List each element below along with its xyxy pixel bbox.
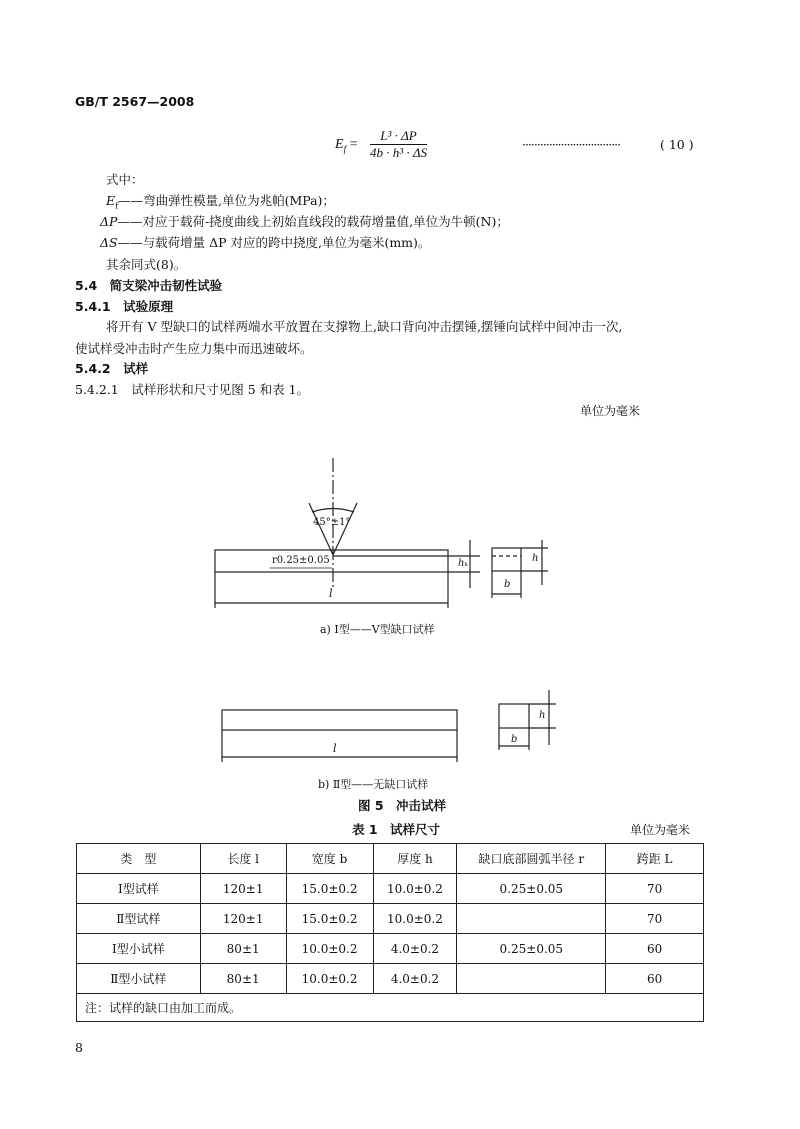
cell: 10.0±0.2 (373, 904, 457, 934)
cell: Ⅰ型试样 (77, 874, 201, 904)
paragraph-line-1: 将开有 V 型缺口的试样两端水平放置在支撑物上,缺口背向冲击摆锤,摆锤向试样中间冲击一次, (106, 319, 623, 334)
table-title: 表 1 试样尺寸 (352, 822, 441, 837)
cell: 10.0±0.2 (373, 874, 457, 904)
cell: 15.0±0.2 (286, 874, 373, 904)
cell: 60 (606, 934, 704, 964)
specimen-bar (215, 550, 448, 572)
cell (457, 964, 606, 994)
page-number: 8 (75, 1040, 83, 1055)
figure-title: 图 5 冲击试样 (358, 798, 447, 813)
table-row (77, 904, 704, 934)
cross-section-a (492, 548, 521, 571)
formula-dots: ································· (522, 137, 621, 152)
table-row (77, 934, 704, 964)
header-cell: 跨距 L (606, 844, 704, 874)
table-header-row (77, 844, 704, 874)
cell (457, 904, 606, 934)
cell: 10.0±0.2 (286, 964, 373, 994)
formula-denominator: 4b · h³ · ΔS (370, 145, 428, 160)
section-5-4-1: 5.4.1 试验原理 (75, 299, 174, 314)
table-note: 注：试样的缺口由加工而成。 (77, 994, 704, 1022)
def-text: ——与载荷增量 ΔP 对应的跨中挠度,单位为毫米(mm)。 (117, 235, 431, 250)
angle-label: 45°±1° (313, 517, 351, 528)
table-note-row (77, 994, 704, 1022)
unit-note: 单位为毫米 (580, 404, 641, 418)
figure-a-caption: a) Ⅰ型——V型缺口试样 (320, 623, 435, 636)
cell: 60 (606, 964, 704, 994)
figure-a-specimen (215, 458, 548, 608)
radius-label: r0.25±0.05 (272, 555, 330, 566)
def-text: ——弯曲弹性模量,单位为兆帕(MPa)； (118, 193, 335, 208)
def-text: ——对应于载荷-挠度曲线上初始直线段的载荷增量值,单位为牛顿(N)； (117, 214, 509, 229)
cell: 80±1 (200, 964, 286, 994)
h-label-b: h (539, 710, 546, 721)
cell: 80±1 (200, 934, 286, 964)
formula-eq: = (349, 137, 358, 152)
paragraph-line-2: 使试样受冲击时产生应力集中而迅速破坏。 (75, 341, 313, 356)
cell: 4.0±0.2 (373, 934, 457, 964)
header-cell: 缺口底部圆弧半径 r (457, 844, 606, 874)
cell: Ⅱ型试样 (77, 904, 201, 934)
def-symbol: E (106, 193, 116, 208)
def-symbol: ΔS (100, 235, 118, 250)
formula-numerator: L³ · ΔP (370, 128, 427, 145)
def-symbol: ΔP (100, 214, 118, 229)
length-label-a: l (329, 587, 333, 600)
cell: Ⅰ型小试样 (77, 934, 201, 964)
cell: 120±1 (200, 904, 286, 934)
header-cell: 长度 l (200, 844, 286, 874)
formula-lhs-sub: f (343, 143, 347, 154)
cross-section-b (499, 704, 529, 728)
where-label: 式中： (106, 172, 144, 187)
cell: 0.25±0.05 (457, 874, 606, 904)
cell: 10.0±0.2 (286, 934, 373, 964)
figure-b-specimen (222, 690, 556, 762)
section-5-4-2: 5.4.2 试样 (75, 361, 149, 376)
cell: 70 (606, 904, 704, 934)
specimen-dimensions-table (76, 843, 704, 1022)
header-cell: 厚度 h (373, 844, 457, 874)
h-label-a: h (532, 553, 539, 564)
b-label-b: b (511, 734, 518, 745)
cell: Ⅱ型小试样 (77, 964, 201, 994)
cell: 15.0±0.2 (286, 904, 373, 934)
hk-label: hₖ (458, 558, 469, 569)
specimen-bar (222, 710, 457, 730)
table-unit: 单位为毫米 (630, 823, 691, 837)
cell: 120±1 (200, 874, 286, 904)
table-row (77, 964, 704, 994)
figure-b-caption: b) Ⅱ型——无缺口试样 (318, 778, 429, 791)
table-row (77, 874, 704, 904)
header-cell: 宽度 b (286, 844, 373, 874)
def-sub: f (115, 201, 119, 211)
standard-number: GB/T 2567—2008 (75, 94, 195, 109)
length-label-b: l (333, 742, 337, 755)
section-5-4-2-1: 5.4.2.1 试样形状和尺寸见图 5 和表 1。 (75, 382, 310, 397)
formula-lhs-symbol: E (335, 137, 344, 152)
b-label-a: b (504, 579, 511, 590)
cell: 4.0±0.2 (373, 964, 457, 994)
formula-number: ( 10 ) (660, 137, 694, 152)
cell: 70 (606, 874, 704, 904)
rest-text: 其余同式(8)。 (106, 257, 187, 272)
header-cell: 类 型 (77, 844, 201, 874)
cell: 0.25±0.05 (457, 934, 606, 964)
section-5-4: 5.4 简支梁冲击韧性试验 (75, 278, 223, 293)
